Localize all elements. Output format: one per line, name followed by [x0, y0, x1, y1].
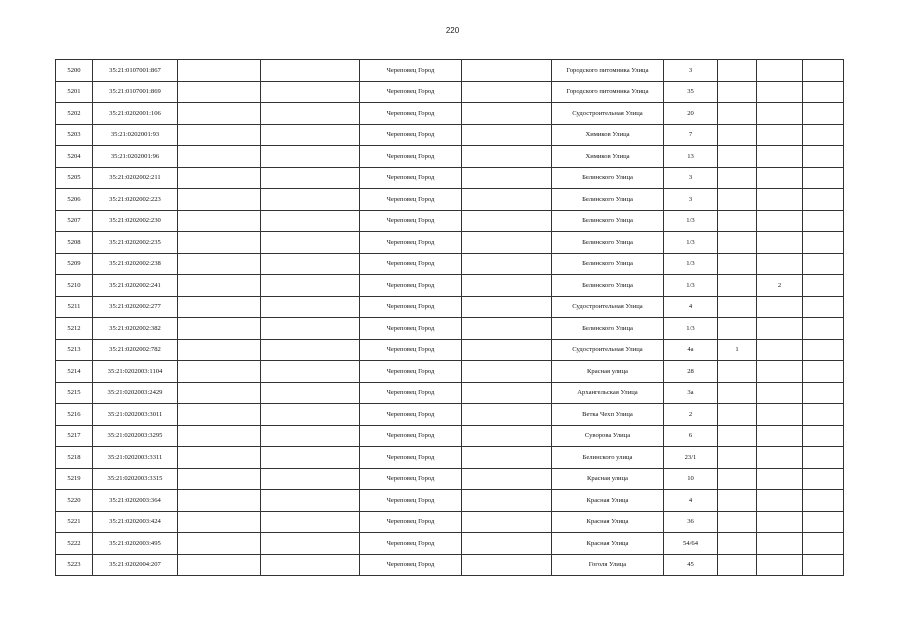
city-cell: Череповец Город	[360, 490, 462, 512]
street-cell: Белинского Улица	[552, 210, 664, 232]
house-number-cell: 2	[664, 404, 718, 426]
city-cell: Череповец Город	[360, 189, 462, 211]
row-number-cell: 5210	[56, 275, 93, 297]
house-number-cell: 35	[664, 81, 718, 103]
empty-cell	[803, 189, 844, 211]
cadastral-number-cell: 35:21:0202002:223	[93, 189, 178, 211]
house-number-cell: 23/1	[664, 447, 718, 469]
house-number-cell: 4	[664, 490, 718, 512]
count-cell	[757, 339, 803, 361]
city-cell: Череповец Город	[360, 361, 462, 383]
street-cell: Белинского Улица	[552, 253, 664, 275]
empty-cell	[261, 189, 360, 211]
house-number-cell: 7	[664, 124, 718, 146]
empty-cell	[462, 103, 552, 125]
table-row	[56, 339, 844, 361]
empty-cell	[178, 511, 261, 533]
street-cell: Красная улица	[552, 468, 664, 490]
cadastral-number-cell: 35:21:0202002:230	[93, 210, 178, 232]
city-cell: Череповец Город	[360, 103, 462, 125]
table-body	[56, 60, 844, 576]
row-number-cell: 5202	[56, 103, 93, 125]
empty-cell	[462, 253, 552, 275]
empty-cell	[462, 382, 552, 404]
empty-cell	[803, 339, 844, 361]
table-row	[56, 468, 844, 490]
city-cell: Череповец Город	[360, 404, 462, 426]
cadastral-number-cell: 35:21:0202002:241	[93, 275, 178, 297]
empty-cell	[261, 490, 360, 512]
count-cell	[757, 60, 803, 82]
table-row	[56, 60, 844, 82]
empty-cell	[178, 425, 261, 447]
empty-cell	[178, 81, 261, 103]
table-row	[56, 554, 844, 576]
empty-cell	[178, 361, 261, 383]
empty-cell	[261, 81, 360, 103]
city-cell: Череповец Город	[360, 253, 462, 275]
empty-cell	[803, 103, 844, 125]
empty-cell	[178, 490, 261, 512]
empty-cell	[178, 382, 261, 404]
row-number-cell: 5208	[56, 232, 93, 254]
cadastral-number-cell: 35:21:0202002:238	[93, 253, 178, 275]
table-row	[56, 189, 844, 211]
empty-cell	[178, 210, 261, 232]
empty-cell	[261, 554, 360, 576]
table-row	[56, 232, 844, 254]
street-cell: Красная Улица	[552, 511, 664, 533]
city-cell: Череповец Город	[360, 275, 462, 297]
row-number-cell: 5220	[56, 490, 93, 512]
row-number-cell: 5201	[56, 81, 93, 103]
count-cell	[718, 253, 757, 275]
count-cell	[757, 447, 803, 469]
street-cell: Красная улица	[552, 361, 664, 383]
house-number-cell: 4	[664, 296, 718, 318]
count-cell	[718, 103, 757, 125]
house-number-cell: 3	[664, 60, 718, 82]
empty-cell	[462, 81, 552, 103]
cadastral-number-cell: 35:21:0202002:277	[93, 296, 178, 318]
cadastral-number-cell: 35:21:0107001:869	[93, 81, 178, 103]
cadastral-number-cell: 35:21:0202003:3295	[93, 425, 178, 447]
table-row	[56, 361, 844, 383]
empty-cell	[803, 253, 844, 275]
empty-cell	[803, 533, 844, 555]
count-cell	[757, 103, 803, 125]
house-number-cell: 1/3	[664, 253, 718, 275]
table-row	[56, 404, 844, 426]
row-number-cell: 5200	[56, 60, 93, 82]
table-row	[56, 146, 844, 168]
count-cell	[757, 404, 803, 426]
count-cell	[718, 275, 757, 297]
count-cell	[718, 210, 757, 232]
house-number-cell: 20	[664, 103, 718, 125]
count-cell	[757, 210, 803, 232]
count-cell	[757, 167, 803, 189]
empty-cell	[261, 425, 360, 447]
row-number-cell: 5213	[56, 339, 93, 361]
house-number-cell: 1/3	[664, 210, 718, 232]
empty-cell	[803, 425, 844, 447]
empty-cell	[261, 447, 360, 469]
table-row	[56, 447, 844, 469]
house-number-cell: 1/3	[664, 275, 718, 297]
street-cell: Красная Улица	[552, 490, 664, 512]
cadastral-number-cell: 35:21:0202003:3311	[93, 447, 178, 469]
row-number-cell: 5211	[56, 296, 93, 318]
house-number-cell: 1/3	[664, 318, 718, 340]
count-cell: 2	[757, 275, 803, 297]
empty-cell	[178, 189, 261, 211]
count-cell	[718, 468, 757, 490]
count-cell	[757, 296, 803, 318]
street-cell: Белинского Улица	[552, 232, 664, 254]
city-cell: Череповец Город	[360, 554, 462, 576]
table-row	[56, 511, 844, 533]
empty-cell	[178, 253, 261, 275]
count-cell	[757, 318, 803, 340]
empty-cell	[261, 275, 360, 297]
count-cell	[757, 361, 803, 383]
street-cell: Судостроительная Улица	[552, 339, 664, 361]
table-row	[56, 81, 844, 103]
cadastral-number-cell: 35:21:0202003:424	[93, 511, 178, 533]
city-cell: Череповец Город	[360, 210, 462, 232]
count-cell	[757, 189, 803, 211]
empty-cell	[803, 210, 844, 232]
street-cell: Городского питомника Улица	[552, 81, 664, 103]
count-cell	[718, 490, 757, 512]
house-number-cell: 1/3	[664, 232, 718, 254]
empty-cell	[261, 339, 360, 361]
table-row	[56, 296, 844, 318]
empty-cell	[178, 447, 261, 469]
empty-cell	[261, 296, 360, 318]
empty-cell	[462, 275, 552, 297]
count-cell	[718, 81, 757, 103]
table-row	[56, 275, 844, 297]
empty-cell	[462, 447, 552, 469]
count-cell	[718, 232, 757, 254]
empty-cell	[462, 339, 552, 361]
count-cell	[757, 146, 803, 168]
house-number-cell: 13	[664, 146, 718, 168]
empty-cell	[178, 275, 261, 297]
empty-cell	[261, 124, 360, 146]
row-number-cell: 5206	[56, 189, 93, 211]
city-cell: Череповец Город	[360, 511, 462, 533]
cadastral-number-cell: 35:21:0202002:782	[93, 339, 178, 361]
empty-cell	[803, 318, 844, 340]
cadastral-number-cell: 35:21:0202003:3315	[93, 468, 178, 490]
cadastral-number-cell: 35:21:0202001:106	[93, 103, 178, 125]
count-cell	[718, 189, 757, 211]
count-cell	[718, 404, 757, 426]
cadastral-number-cell: 35:21:0107001:867	[93, 60, 178, 82]
street-cell: Судостроительная Улица	[552, 103, 664, 125]
empty-cell	[261, 60, 360, 82]
empty-cell	[462, 490, 552, 512]
empty-cell	[462, 189, 552, 211]
cadastral-number-cell: 35:21:0202004:207	[93, 554, 178, 576]
row-number-cell: 5217	[56, 425, 93, 447]
row-number-cell: 5212	[56, 318, 93, 340]
count-cell: 1	[718, 339, 757, 361]
cadastral-number-cell: 35:21:0202002:211	[93, 167, 178, 189]
street-cell: Гоголя Улица	[552, 554, 664, 576]
count-cell	[718, 382, 757, 404]
empty-cell	[462, 468, 552, 490]
row-number-cell: 5221	[56, 511, 93, 533]
city-cell: Череповец Город	[360, 296, 462, 318]
count-cell	[718, 296, 757, 318]
count-cell	[757, 533, 803, 555]
count-cell	[718, 60, 757, 82]
street-cell: Архангельская Улица	[552, 382, 664, 404]
empty-cell	[261, 253, 360, 275]
table-row	[56, 490, 844, 512]
city-cell: Череповец Город	[360, 382, 462, 404]
street-cell: Белинского Улица	[552, 318, 664, 340]
registry-table	[55, 59, 844, 576]
row-number-cell: 5209	[56, 253, 93, 275]
empty-cell	[261, 382, 360, 404]
count-cell	[718, 361, 757, 383]
count-cell	[757, 382, 803, 404]
street-cell: Городского питомника Улица	[552, 60, 664, 82]
empty-cell	[178, 60, 261, 82]
empty-cell	[803, 447, 844, 469]
cadastral-number-cell: 35:21:0202003:495	[93, 533, 178, 555]
cadastral-number-cell: 35:21:0202001:93	[93, 124, 178, 146]
house-number-cell: 6	[664, 425, 718, 447]
empty-cell	[462, 554, 552, 576]
empty-cell	[178, 146, 261, 168]
empty-cell	[803, 490, 844, 512]
empty-cell	[462, 425, 552, 447]
empty-cell	[178, 339, 261, 361]
city-cell: Череповец Город	[360, 468, 462, 490]
empty-cell	[803, 81, 844, 103]
street-cell: Суворова Улица	[552, 425, 664, 447]
cadastral-number-cell: 35:21:0202001:96	[93, 146, 178, 168]
cadastral-number-cell: 35:21:0202003:3011	[93, 404, 178, 426]
row-number-cell: 5207	[56, 210, 93, 232]
city-cell: Череповец Город	[360, 232, 462, 254]
table-row	[56, 425, 844, 447]
city-cell: Череповец Город	[360, 447, 462, 469]
count-cell	[757, 253, 803, 275]
empty-cell	[803, 124, 844, 146]
empty-cell	[178, 318, 261, 340]
count-cell	[718, 447, 757, 469]
empty-cell	[803, 361, 844, 383]
count-cell	[718, 533, 757, 555]
empty-cell	[178, 103, 261, 125]
street-cell: Химиков Улица	[552, 124, 664, 146]
page-number: 220	[445, 26, 460, 35]
street-cell: Химиков Улица	[552, 146, 664, 168]
street-cell: Красная Улица	[552, 533, 664, 555]
row-number-cell: 5205	[56, 167, 93, 189]
count-cell	[718, 425, 757, 447]
house-number-cell: 10	[664, 468, 718, 490]
city-cell: Череповец Город	[360, 81, 462, 103]
empty-cell	[178, 232, 261, 254]
count-cell	[718, 124, 757, 146]
empty-cell	[178, 404, 261, 426]
empty-cell	[803, 146, 844, 168]
cadastral-number-cell: 35:21:0202003:1104	[93, 361, 178, 383]
table-row	[56, 124, 844, 146]
empty-cell	[261, 232, 360, 254]
empty-cell	[261, 146, 360, 168]
empty-cell	[803, 232, 844, 254]
table-row	[56, 253, 844, 275]
empty-cell	[462, 296, 552, 318]
house-number-cell: 3а	[664, 382, 718, 404]
empty-cell	[261, 318, 360, 340]
house-number-cell: 45	[664, 554, 718, 576]
empty-cell	[803, 382, 844, 404]
count-cell	[757, 425, 803, 447]
house-number-cell: 28	[664, 361, 718, 383]
empty-cell	[803, 296, 844, 318]
row-number-cell: 5214	[56, 361, 93, 383]
count-cell	[757, 232, 803, 254]
street-cell: Белинского Улица	[552, 189, 664, 211]
empty-cell	[803, 60, 844, 82]
cadastral-number-cell: 35:21:0202002:382	[93, 318, 178, 340]
empty-cell	[178, 167, 261, 189]
city-cell: Череповец Город	[360, 124, 462, 146]
city-cell: Череповец Город	[360, 533, 462, 555]
street-cell: Белинского Улица	[552, 167, 664, 189]
empty-cell	[462, 404, 552, 426]
table-row	[56, 382, 844, 404]
count-cell	[757, 124, 803, 146]
street-cell: Ветка Чехп Улица	[552, 404, 664, 426]
count-cell	[718, 554, 757, 576]
empty-cell	[261, 511, 360, 533]
house-number-cell: 36	[664, 511, 718, 533]
empty-cell	[462, 232, 552, 254]
row-number-cell: 5222	[56, 533, 93, 555]
empty-cell	[462, 167, 552, 189]
empty-cell	[178, 554, 261, 576]
row-number-cell: 5218	[56, 447, 93, 469]
table-row	[56, 533, 844, 555]
empty-cell	[462, 318, 552, 340]
count-cell	[718, 167, 757, 189]
table-row	[56, 167, 844, 189]
count-cell	[757, 490, 803, 512]
row-number-cell: 5223	[56, 554, 93, 576]
count-cell	[718, 511, 757, 533]
cadastral-number-cell: 35:21:0202003:364	[93, 490, 178, 512]
house-number-cell: 3	[664, 167, 718, 189]
count-cell	[757, 511, 803, 533]
empty-cell	[462, 60, 552, 82]
empty-cell	[462, 124, 552, 146]
empty-cell	[803, 167, 844, 189]
empty-cell	[178, 468, 261, 490]
count-cell	[718, 146, 757, 168]
empty-cell	[178, 124, 261, 146]
empty-cell	[261, 533, 360, 555]
street-cell: Белинского улица	[552, 447, 664, 469]
city-cell: Череповец Город	[360, 146, 462, 168]
row-number-cell: 5219	[56, 468, 93, 490]
empty-cell	[803, 468, 844, 490]
count-cell	[757, 81, 803, 103]
city-cell: Череповец Город	[360, 318, 462, 340]
empty-cell	[462, 533, 552, 555]
house-number-cell: 54/64	[664, 533, 718, 555]
city-cell: Череповец Город	[360, 167, 462, 189]
row-number-cell: 5203	[56, 124, 93, 146]
empty-cell	[803, 404, 844, 426]
empty-cell	[803, 511, 844, 533]
table-row	[56, 318, 844, 340]
empty-cell	[261, 404, 360, 426]
empty-cell	[462, 361, 552, 383]
empty-cell	[462, 146, 552, 168]
empty-cell	[261, 361, 360, 383]
empty-cell	[261, 468, 360, 490]
street-cell: Судостроительная Улица	[552, 296, 664, 318]
count-cell	[718, 318, 757, 340]
empty-cell	[261, 210, 360, 232]
city-cell: Череповец Город	[360, 339, 462, 361]
empty-cell	[178, 533, 261, 555]
row-number-cell: 5215	[56, 382, 93, 404]
cadastral-number-cell: 35:21:0202002:235	[93, 232, 178, 254]
empty-cell	[261, 167, 360, 189]
house-number-cell: 3	[664, 189, 718, 211]
street-cell: Белинского Улица	[552, 275, 664, 297]
count-cell	[757, 554, 803, 576]
row-number-cell: 5204	[56, 146, 93, 168]
table-row	[56, 210, 844, 232]
empty-cell	[261, 103, 360, 125]
cadastral-number-cell: 35:21:0202003:2429	[93, 382, 178, 404]
empty-cell	[462, 511, 552, 533]
row-number-cell: 5216	[56, 404, 93, 426]
empty-cell	[803, 275, 844, 297]
table-row	[56, 103, 844, 125]
empty-cell	[803, 554, 844, 576]
city-cell: Череповец Город	[360, 60, 462, 82]
count-cell	[757, 468, 803, 490]
city-cell: Череповец Город	[360, 425, 462, 447]
empty-cell	[462, 210, 552, 232]
house-number-cell: 4а	[664, 339, 718, 361]
empty-cell	[178, 296, 261, 318]
